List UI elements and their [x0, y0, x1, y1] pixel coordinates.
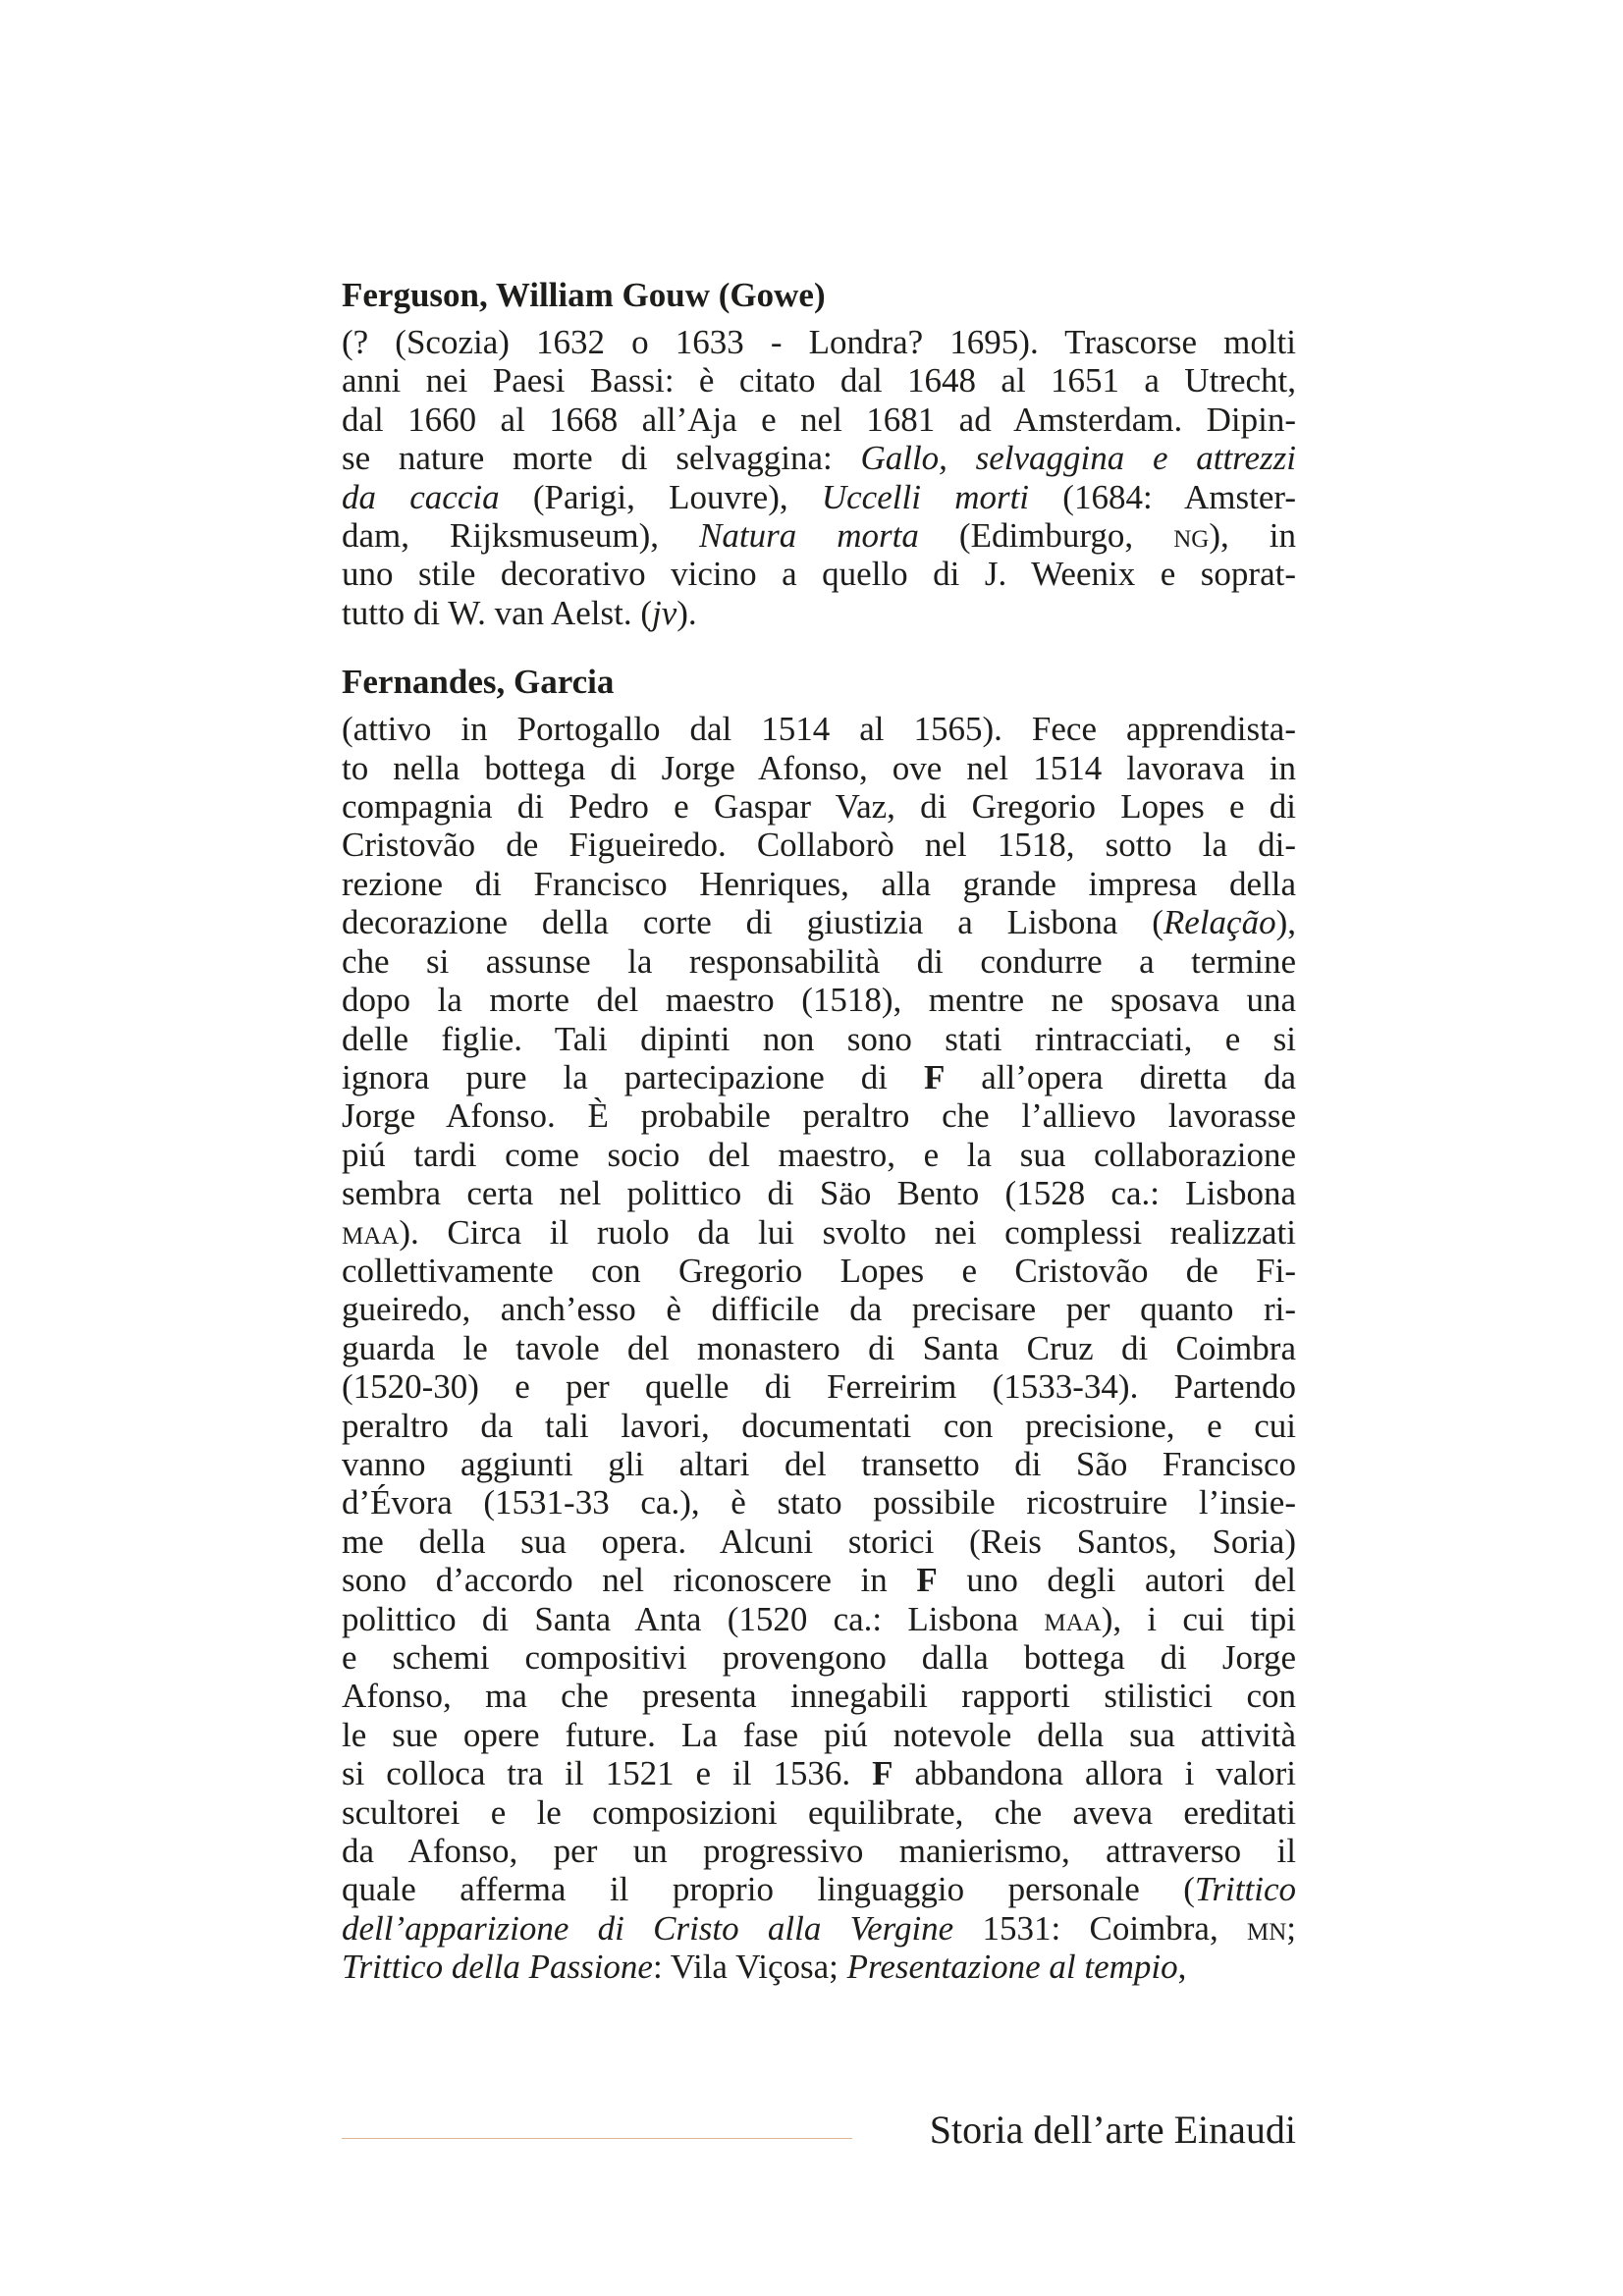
text-segment: collettivamente con Gregorio Lopes e Cristovão de Fi- [342, 1251, 1296, 1290]
text-line [342, 1948, 1296, 1986]
text-line [342, 361, 1296, 400]
text-line [342, 710, 1296, 748]
text-segment: (attivo in Portogallo dal 1514 al 1565). Fece apprendista- [342, 710, 1296, 749]
entry-text [342, 323, 1296, 632]
text-line [342, 1600, 1296, 1638]
text-segment: e schemi compositivi provengono dalla bottega di Jorge [342, 1638, 1296, 1677]
text-segment: dell’apparizione di Cristo alla Vergine [342, 1908, 954, 1948]
text-segment: rezione di Francisco Henriques, alla grande impresa della [342, 864, 1296, 903]
text-segment: dopo la morte del maestro (1518), mentre ne sposava una [342, 981, 1296, 1020]
text-segment: me della sua opera. Alcuni storici (Reis Santos, Soria) [342, 1522, 1296, 1561]
text-segment: da Afonso, per un progressivo manierismo, attraverso il [342, 1832, 1296, 1871]
footer-rule [342, 2138, 852, 2139]
text-line [342, 439, 1296, 477]
text-segment: sembra certa nel polittico di Säo Bento (1528 ca.: Lisbona [342, 1174, 1296, 1213]
text-segment: dal 1660 al 1668 all’Aja e nel 1681 ad Amsterdam. Dipin- [342, 400, 1296, 439]
text-line [342, 1020, 1296, 1058]
text-segment: jv [651, 593, 677, 632]
text-line [342, 1909, 1296, 1948]
text-line [342, 981, 1296, 1019]
text-segment: compagnia di Pedro e Gaspar Vaz, di Gregorio Lopes e di [342, 787, 1296, 827]
text-segment: abbandona allora i valori [893, 1754, 1296, 1793]
text-line [342, 1522, 1296, 1561]
text-segment: Afonso, ma che presenta innegabili rapporti stilistici con [342, 1677, 1296, 1716]
text-line [342, 1832, 1296, 1870]
text-line [342, 749, 1296, 787]
text-segment: mn [1246, 1908, 1287, 1948]
text-line [342, 516, 1296, 555]
text-segment: : Vila Viçosa; [652, 1948, 847, 1987]
text-segment: (? (Scozia) 1632 o 1633 - Londra? 1695). Trascorse molti [342, 323, 1296, 361]
text-segment: sono d’accordo nel riconoscere in [342, 1561, 917, 1600]
text-segment: F [923, 1057, 946, 1096]
text-segment: scultorei e le composizioni equilibrate, che aveva ereditati [342, 1792, 1296, 1832]
entry-fernandes [342, 660, 1296, 1986]
text-segment: , [1177, 1948, 1187, 1987]
text-line [342, 1445, 1296, 1483]
text-segment: che si assunse la responsabilità di condurre a termine [342, 941, 1296, 981]
text-segment: all’opera diretta da [945, 1057, 1297, 1096]
footer-title: Storia dell’arte Einaudi [929, 2108, 1296, 2152]
entry-title: Ferguson, William Gouw (Gowe) [342, 276, 826, 314]
text-line [342, 555, 1296, 593]
text-segment: quale afferma il proprio linguaggio personale ( [342, 1870, 1195, 1909]
text-segment: ng [1173, 516, 1210, 556]
text-segment: to nella bottega di Jorge Afonso, ove nel 1514 lavorava in [342, 748, 1296, 787]
text-segment: ), [1275, 903, 1296, 942]
text-line [342, 323, 1296, 361]
text-segment: dam, Rijksmuseum), [342, 516, 700, 556]
text-segment: tutto di W. van Aelst. ( [342, 593, 652, 632]
text-segment: anni nei Paesi Bassi: è citato dal 1648 al 1651 a Utrecht, [342, 361, 1296, 400]
text-line [342, 1561, 1296, 1599]
text-segment: ). Circa il ruolo da lui svolto nei complessi realizzati [399, 1212, 1296, 1252]
text-segment: ), i cui tipi [1101, 1599, 1296, 1638]
text-line [342, 1793, 1296, 1832]
text-segment: ). [676, 593, 697, 632]
text-line [342, 787, 1296, 826]
text-segment: (Parigi, Louvre), [499, 477, 822, 516]
text-segment: maa [342, 1212, 400, 1252]
text-line [342, 1290, 1296, 1328]
text-segment: (1684: Amster- [1029, 477, 1297, 516]
text-segment: uno degli autori del [937, 1561, 1297, 1600]
text-segment: Jorge Afonso. È probabile peraltro che l’allievo lavorasse [342, 1096, 1296, 1136]
text-line [342, 400, 1296, 439]
text-line [342, 1407, 1296, 1445]
text-line [342, 1483, 1296, 1522]
text-segment: (Edimburgo, [918, 516, 1174, 556]
text-segment: F [916, 1561, 938, 1600]
text-segment: Cristovão de Figueiredo. Collaborò nel 1518, sotto la di- [342, 826, 1296, 865]
text-line [342, 594, 1296, 632]
text-segment: ), in [1209, 516, 1296, 556]
text-segment: da caccia [342, 477, 500, 516]
text-line [342, 1677, 1296, 1715]
text-segment: decorazione della corte di giustizia a Lisbona ( [342, 903, 1163, 942]
text-line [342, 1213, 1296, 1252]
entry-ferguson [342, 273, 1296, 632]
text-segment: Uccelli morti [821, 477, 1030, 516]
text-line [342, 942, 1296, 981]
text-segment: Trittico [1194, 1870, 1296, 1909]
text-line [342, 1638, 1296, 1677]
text-segment: le sue opere future. La fase piú notevole della sua attività [342, 1715, 1296, 1754]
text-line [342, 1716, 1296, 1754]
text-line [342, 478, 1296, 516]
text-segment: Gallo, selvaggina e attrezzi [860, 439, 1296, 478]
text-line [342, 1870, 1296, 1908]
text-segment: Presentazione al tempio [846, 1948, 1178, 1987]
text-line [342, 1174, 1296, 1212]
text-line [342, 1252, 1296, 1290]
text-line [342, 1096, 1296, 1135]
text-segment: Natura morta [699, 516, 919, 556]
text-segment: Relação [1163, 903, 1276, 942]
text-segment: guarda le tavole del monastero di Santa Cruz di Coimbra [342, 1328, 1296, 1367]
text-segment: piú tardi come socio del maestro, e la sua collaborazione [342, 1135, 1296, 1174]
entry-title: Fernandes, Garcia [342, 663, 615, 702]
text-line [342, 1754, 1296, 1792]
text-line [342, 1367, 1296, 1406]
text-segment: Trittico della Passione [342, 1948, 653, 1987]
text-line [342, 903, 1296, 941]
text-segment: peraltro da tali lavori, documentati con precisione, e cui [342, 1406, 1296, 1445]
text-segment: 1531: Coimbra, [953, 1908, 1247, 1948]
page-body [342, 273, 1296, 2014]
text-segment: si colloca tra il 1521 e il 1536. [342, 1754, 873, 1793]
text-segment: F [872, 1754, 893, 1793]
text-segment: polittico di Santa Anta (1520 ca.: Lisbona [342, 1599, 1045, 1638]
text-segment: d’Évora (1531-33 ca.), è stato possibile ricostruire l’insie- [342, 1483, 1296, 1522]
text-segment: (1520-30) e per quelle di Ferreirim (1533-34). Partendo [342, 1367, 1296, 1407]
text-segment: ; [1286, 1908, 1296, 1948]
page-footer [342, 2101, 1296, 2160]
text-segment: gueiredo, anch’esso è difficile da precisare per quanto ri- [342, 1290, 1296, 1329]
text-segment: ignora pure la partecipazione di [342, 1057, 924, 1096]
text-line [342, 1058, 1296, 1096]
text-segment: uno stile decorativo vicino a quello di J. Weenix e soprat- [342, 555, 1296, 594]
text-segment: delle figlie. Tali dipinti non sono stati rintracciati, e si [342, 1019, 1296, 1058]
text-segment: maa [1044, 1599, 1102, 1638]
entry-text [342, 710, 1296, 1986]
text-line [342, 1329, 1296, 1367]
text-line [342, 865, 1296, 903]
text-line [342, 1136, 1296, 1174]
text-segment: vanno aggiunti gli altari del transetto di São Francisco [342, 1444, 1296, 1483]
text-line [342, 826, 1296, 864]
text-segment: se nature morte di selvaggina: [342, 439, 861, 478]
